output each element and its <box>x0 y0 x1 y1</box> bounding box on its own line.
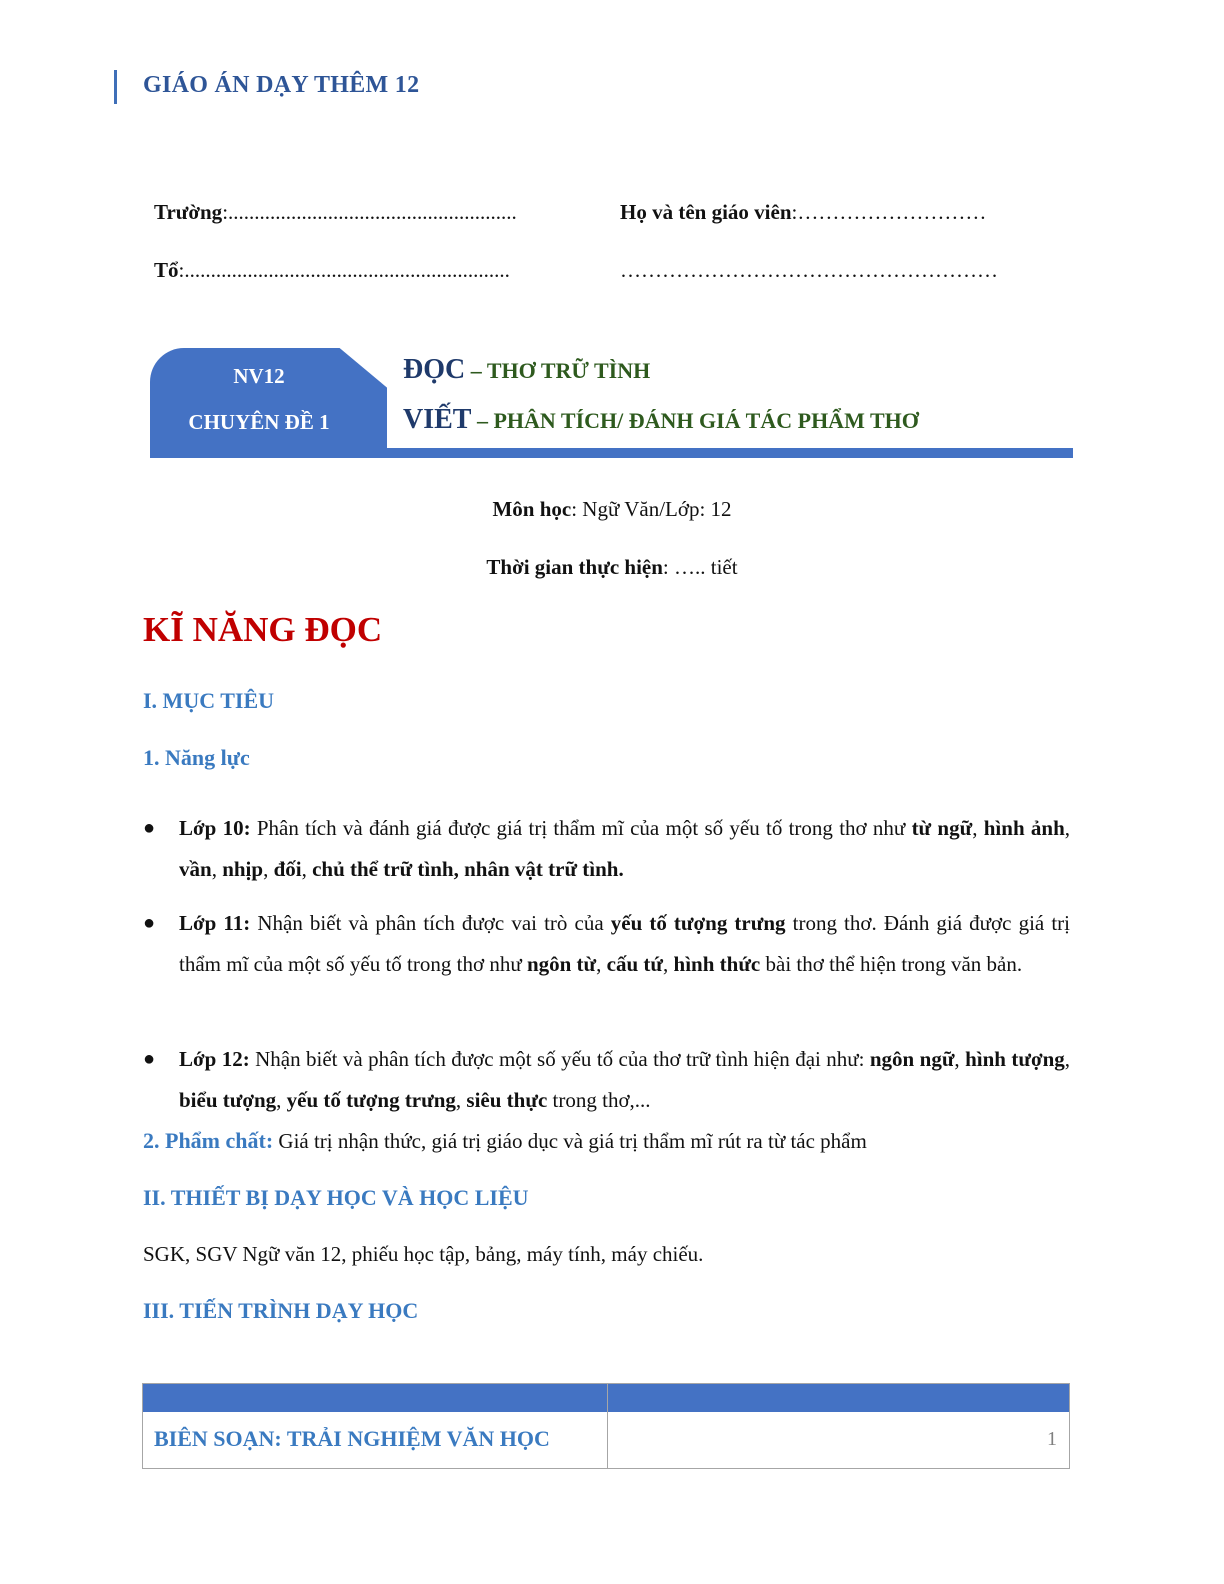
bullet-dot: ● <box>143 817 156 839</box>
banner-write-line <box>403 404 919 436</box>
banner-read-line <box>403 354 650 386</box>
section-equipment: II. THIẾT BỊ DẠY HỌC VÀ HỌC LIỆU <box>143 1185 529 1210</box>
qualities-line <box>143 1128 867 1154</box>
school-field <box>154 200 517 225</box>
school-dots: :....................................................... <box>222 200 517 224</box>
write-main: VIẾT <box>403 404 472 435</box>
topic-banner-line <box>387 448 1073 458</box>
footer-divider <box>607 1384 608 1468</box>
header-accent-bar <box>114 70 117 104</box>
section-objectives: I. MỤC TIÊU <box>143 688 275 713</box>
read-main: ĐỌC <box>403 354 466 385</box>
group-field <box>154 258 510 283</box>
banner-topic: CHUYÊN ĐỀ 1 <box>188 410 330 434</box>
section-competence: 1. Năng lực <box>143 745 250 770</box>
list-item-grade10: ● Lớp 10: Phân tích và đánh giá được giá trị thẩm mĩ của một số yếu tố trong thơ như từ ngữ, hình ảnh, vần, nhịp, đối, chủ thể trữ tình, nhân vật trữ tình. <box>143 808 1070 890</box>
bullet-dot: ● <box>143 1048 156 1070</box>
banner-code: NV12 <box>233 364 285 388</box>
teacher-dots-line2: ……………………………………………… <box>620 258 998 282</box>
group-dots: :.............................................................. <box>178 258 510 282</box>
qualities-text: Giá trị nhận thức, giá trị giáo dục và giá trị thẩm mĩ rút ra từ tác phẩm <box>273 1129 867 1153</box>
time-value: : ….. tiết <box>662 555 738 579</box>
teacher-label: Họ và tên giáo viên <box>620 200 792 224</box>
equipment-text: SGK, SGV Ngữ văn 12, phiếu học tập, bảng, máy tính, máy chiếu. <box>143 1242 704 1266</box>
footer-author: BIÊN SOẠN: TRẢI NGHIỆM VĂN HỌC <box>154 1426 550 1451</box>
list-item-grade11: ● Lớp 11: Nhận biết và phân tích được vai trò của yếu tố tượng trưng trong thơ. Đánh giá được giá trị thẩm mĩ của một số yếu tố trong thơ như ngôn từ, cấu tứ, hình thức bài thơ thể hiện trong văn bản. <box>143 903 1070 985</box>
bullet-dot: ● <box>143 912 156 934</box>
footer-table <box>142 1383 1070 1469</box>
section-process: III. TIẾN TRÌNH DẠY HỌC <box>143 1298 419 1323</box>
page-number: 1 <box>1047 1428 1057 1450</box>
time-line <box>0 555 1224 580</box>
subject-label: Môn học <box>492 497 572 521</box>
skill-title: KĨ NĂNG ĐỌC <box>143 610 383 649</box>
qualities-label: 2. Phẩm chất: <box>143 1128 274 1153</box>
list-item-grade12: ● Lớp 12: Nhận biết và phân tích được một số yếu tố của thơ trữ tình hiện đại như: ngôn ngữ, hình tượng, biểu tượng, yếu tố tượng trưng, siêu thực trong thơ,... <box>143 1039 1070 1121</box>
school-label: Trường <box>154 200 223 224</box>
teacher-field <box>620 200 986 225</box>
subject-value: : Ngữ Văn/Lớp: 12 <box>571 497 732 521</box>
write-sub: – PHÂN TÍCH/ ĐÁNH GIÁ TÁC PHẨM THƠ <box>471 408 919 433</box>
header-title: GIÁO ÁN DẠY THÊM 12 <box>143 72 420 98</box>
footer-header-band <box>143 1384 1069 1412</box>
read-sub: – THƠ TRỮ TÌNH <box>465 358 651 383</box>
subject-line <box>0 497 1224 522</box>
time-label: Thời gian thực hiện <box>486 555 663 579</box>
teacher-dots: :……………………… <box>791 200 987 224</box>
group-label: Tổ <box>154 258 179 282</box>
